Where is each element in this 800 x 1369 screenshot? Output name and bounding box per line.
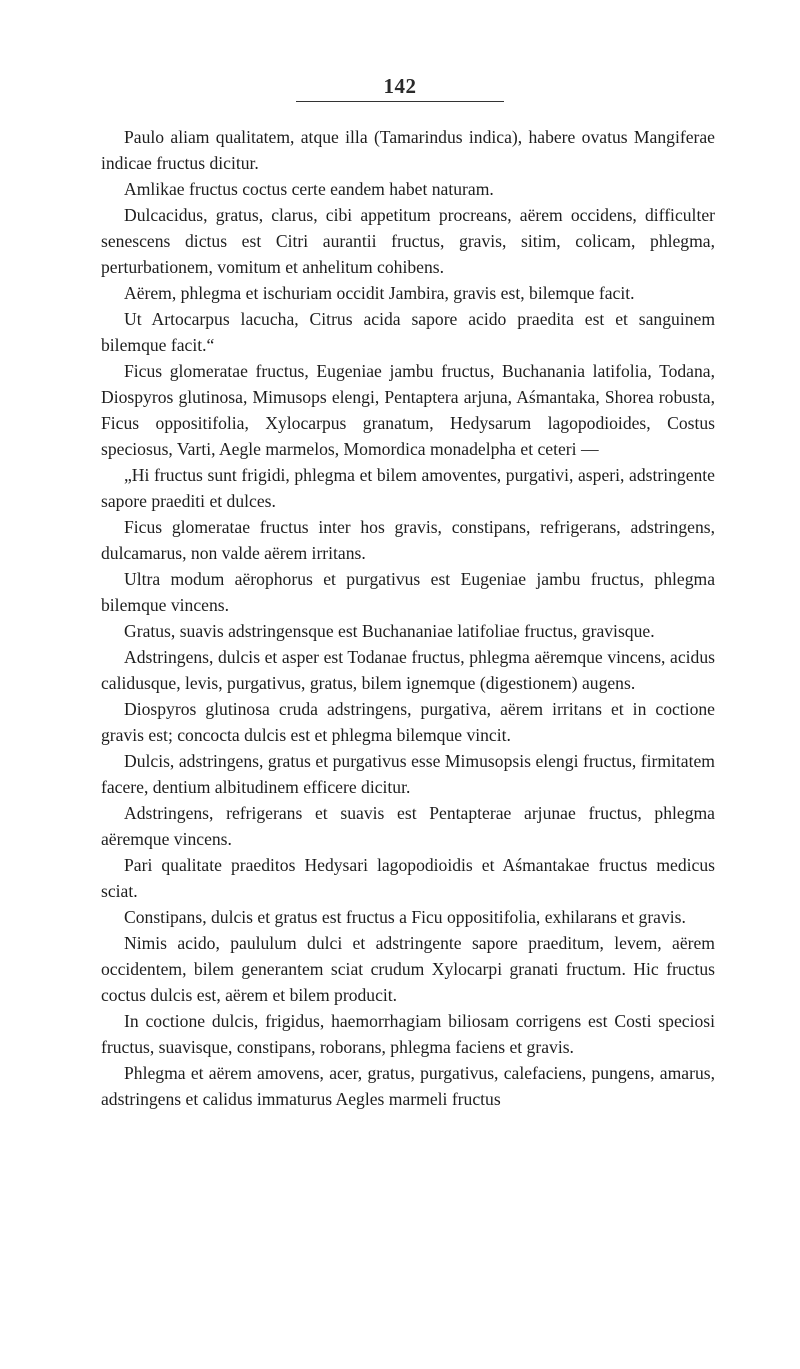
paragraph: Ficus glomeratae fructus, Eugeniae jambu fructus, Buchanania latifolia, Todana, Diospyros glutinosa, Mimusops elengi, Pentaptera arjuna, Aśmantaka, Shorea robusta, Ficus oppositifolia, Xylocarpus granatum, Hedysarum lagopodioides, Costus speciosus, Varti, Aegle marmelos, Momordica monadelpha et ceteri — — [101, 361, 715, 459]
paragraph: Constipans, dulcis et gratus est fructus a Ficu oppositifolia, exhilarans et gravis. — [124, 907, 686, 927]
text-body — [101, 124, 715, 1112]
paragraph: Pari qualitate praeditos Hedysari lagopodioidis et Aśmantakae fructus medicus sciat. — [101, 855, 715, 901]
paragraph: Diospyros glutinosa cruda adstringens, purgativa, aërem irritans et in coctione gravis est; concocta dulcis est et phlegma bilemque vincit. — [101, 699, 715, 745]
header-rule — [296, 101, 504, 102]
paragraph: Paulo aliam qualitatem, atque illa (Tamarindus indica), habere ovatus Mangiferae indicae fructus dicitur. — [101, 127, 715, 173]
paragraph: Ultra modum aërophorus et purgativus est Eugeniae jambu fructus, phlegma bilemque vincens. — [101, 569, 715, 615]
paragraph: Adstringens, refrigerans et suavis est Pentapterae arjunae fructus, phlegma aëremque vincens. — [101, 803, 715, 849]
page-number: 142 — [383, 74, 417, 98]
paragraph: Dulcacidus, gratus, clarus, cibi appetitum procreans, aërem occidens, difficulter senescens dictus est Citri aurantii fructus, gravis, sitim, colicam, phlegma, perturbationem, vomitum et anhelitum cohibens. — [101, 205, 715, 277]
paragraph: Adstringens, dulcis et asper est Todanae fructus, phlegma aëremque vincens, acidus calidusque, levis, purgativus, gratus, bilem ignemque (digestionem) augens. — [101, 647, 715, 693]
paragraph: „Hi fructus sunt frigidi, phlegma et bilem amoventes, purgativi, asperi, adstringente sapore praediti et dulces. — [101, 465, 715, 511]
paragraph: Gratus, suavis adstringensque est Buchananiae latifoliae fructus, gravisque. — [124, 621, 655, 641]
paragraph: Ut Artocarpus lacucha, Citrus acida sapore acido praedita est et sanguinem bilemque facit.“ — [101, 309, 715, 355]
paragraph: Phlegma et aërem amovens, acer, gratus, purgativus, calefaciens, pungens, amarus, adstringens et calidus immaturus Aegles marmeli fructus — [101, 1063, 715, 1109]
paragraph: In coctione dulcis, frigidus, haemorrhagiam biliosam corrigens est Costi speciosi fructus, suavisque, constipans, roborans, phlegma faciens et gravis. — [101, 1011, 715, 1057]
paragraph: Ficus glomeratae fructus inter hos gravis, constipans, refrigerans, adstringens, dulcamarus, non valde aërem irritans. — [101, 517, 715, 563]
paragraph: Amlikae fructus coctus certe eandem habet naturam. — [124, 179, 494, 199]
paragraph: Aërem, phlegma et ischuriam occidit Jambira, gravis est, bilemque facit. — [124, 283, 635, 303]
paragraph: Dulcis, adstringens, gratus et purgativus esse Mimusopsis elengi fructus, firmitatem facere, dentium albitudinem efficere dicitur. — [101, 751, 715, 797]
paragraph: Nimis acido, paululum dulci et adstringente sapore praeditum, levem, aërem occidentem, bilem generantem sciat crudum Xylocarpi granati fructum. Hic fructus coctus dulcis est, aërem et bilem producit. — [101, 933, 715, 1005]
